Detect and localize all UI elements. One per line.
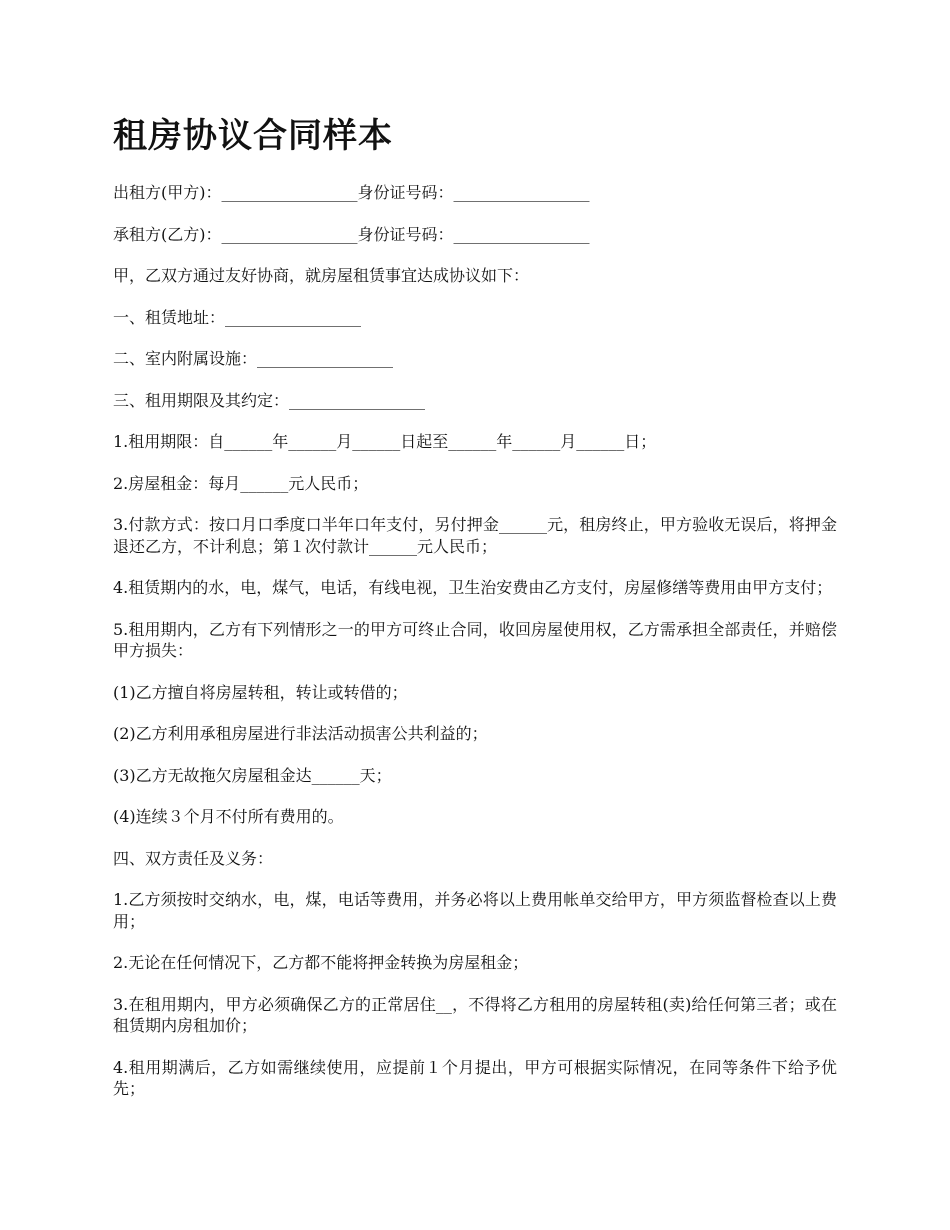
section-3-term: 三、租用期限及其约定：_________________: [113, 390, 426, 410]
clause-utilities: 4.租赁期内的水，电，煤气，电话，有线电视，卫生治安费由乙方支付，房屋修缮等费用由甲方支付；: [113, 578, 833, 597]
duty-1: 1.乙方须按时交纳水，电，煤，电话等费用，并务必将以上费用帐单交给甲方，甲方须监督检查以上费用；: [113, 890, 837, 931]
section-4-duties: 四、双方责任及义务：: [113, 848, 274, 868]
document-title: 租房协议合同样本: [113, 116, 393, 156]
duty-2: 2.无论在任何情况下，乙方都不能将押金转换为房屋租金；: [113, 953, 529, 972]
party-a-line: 出租方(甲方)：_________________身份证号码：_________________: [113, 183, 590, 202]
clause-rent: 2.房屋租金：每月______元人民币；: [113, 473, 369, 493]
termination-item-1: (1)乙方擅自将房屋转租，转让或转借的；: [113, 682, 408, 702]
party-b-line: 承租方(乙方)：_________________身份证号码：_________________: [113, 224, 590, 244]
clause-payment: 3.付款方式：按口月口季度口半年口年支付，另付押金______元，租房终止，甲方验收无误后，将押金退还乙方，不计利息；第１次付款计______元人民币；: [113, 515, 837, 556]
clause-termination: 5.租用期内，乙方有下列情形之一的甲方可终止合同，收回房屋使用权，乙方需承担全部责任，并赔偿甲方损失：: [113, 619, 837, 660]
termination-item-2: (2)乙方利用承租房屋进行非法活动损害公共利益的；: [113, 724, 488, 743]
intro-paragraph: 甲，乙双方通过友好协商，就房屋租赁事宜达成协议如下：: [113, 266, 530, 285]
termination-item-3: (3)乙方无故拖欠房屋租金达______天；: [113, 765, 392, 785]
duty-3: 3.在租用期内，甲方必须确保乙方的正常居住__，不得将乙方租用的房屋转租(卖)给任何第三者；或在租赁期内房租加价；: [113, 994, 837, 1035]
duty-4: 4.租用期满后，乙方如需继续使用，应提前１个月提出，甲方可根据实际情况，在同等条件下给予优先；: [113, 1057, 837, 1098]
section-1-address: 一、租赁地址：_________________: [113, 307, 362, 327]
termination-item-4: (4)连续３个月不付所有费用的。: [113, 807, 344, 826]
clause-rental-period: 1.租用期限：自______年______月______日起至______年______月______日；: [113, 432, 657, 451]
document-page: [113, 112, 837, 1120]
section-2-facilities: 二、室内附属设施：_________________: [113, 349, 394, 368]
